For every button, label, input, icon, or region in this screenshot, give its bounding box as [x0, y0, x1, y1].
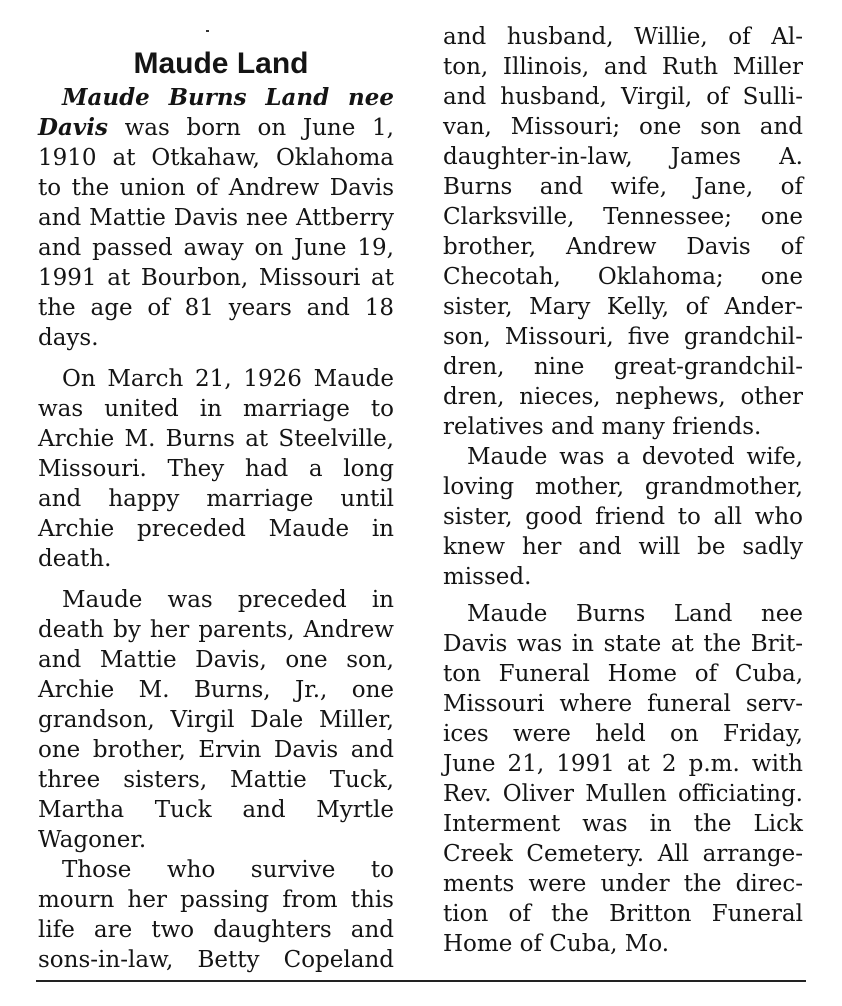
text-line: June 21, 1991 at 2 p.m. with [443, 751, 803, 777]
text-line [38, 83, 394, 113]
text-line: Davis was in state at the Brit- [443, 631, 803, 657]
text-line: and Mattie Davis, one son, [38, 647, 394, 673]
text-line: grandson, Virgil Dale Miller, [38, 707, 394, 733]
text-line: dren, nine great-grandchil- [443, 354, 803, 380]
text-line: Maude Burns Land nee [467, 601, 803, 627]
text-line: and husband, Virgil, of Sulli- [443, 84, 803, 110]
text-line: days. [38, 325, 99, 351]
text-line: Interment was in the Lick [443, 811, 803, 837]
text-line: Creek Cemetery. All arrange- [443, 841, 803, 867]
text-line: 1910 at Otkahaw, Oklahoma [38, 145, 394, 171]
text-line: Maude was preceded in [62, 587, 394, 613]
text-line: Clarksville, Tennessee; one [443, 204, 803, 230]
text-line: Archie M. Burns at Steelville, [38, 426, 394, 452]
text-line: Martha Tuck and Myrtle [38, 797, 394, 823]
text-line: van, Missouri; one son and [443, 114, 803, 140]
text-line [38, 113, 394, 143]
text-line: Archie M. Burns, Jr., one [38, 677, 394, 703]
text-line: dren, nieces, nephews, other [443, 384, 803, 410]
bottom-rule [36, 980, 806, 982]
text-line: to the union of Andrew Davis [38, 175, 394, 201]
text-line: loving mother, grandmother, [443, 474, 803, 500]
paragraph-survivors-continued [443, 22, 803, 442]
text-fragment: was born on June 1, [107, 115, 394, 141]
text-line: sons-in-law, Betty Copeland [38, 947, 394, 973]
text-line: Archie preceded Maude in [38, 516, 394, 542]
left-column [38, 0, 394, 975]
text-line: On March 21, 1926 Maude [62, 366, 394, 392]
text-line: missed. [443, 564, 532, 590]
text-line: and passed away on June 19, [38, 235, 394, 261]
text-line: Checotah, Oklahoma; one [443, 264, 803, 290]
text-line: Missouri. They had a long [38, 456, 394, 482]
text-line: was united in marriage to [38, 396, 394, 422]
text-line: Maude was a devoted wife, [467, 444, 803, 470]
text-line: death. [38, 546, 112, 572]
paragraph-devoted [443, 442, 803, 592]
text-line: knew her and will be sadly [443, 534, 803, 560]
text-line: Home of Cuba, Mo. [443, 931, 670, 957]
text-line: relatives and many friends. [443, 414, 762, 440]
text-line: one brother, Ervin Davis and [38, 737, 394, 763]
text-line: mourn her passing from this [38, 887, 394, 913]
paragraph-marriage [38, 364, 394, 574]
paragraph-birth [38, 83, 394, 353]
text-line: and Mattie Davis nee Attberry [38, 205, 394, 231]
text-line: the age of 81 years and 18 [38, 295, 394, 321]
text-line: tion of the Britton Funeral [443, 901, 803, 927]
text-line: ices were held on Friday, [443, 721, 803, 747]
paragraph-services [443, 599, 803, 959]
text-line: Wagoner. [38, 827, 147, 853]
name-bold: Davis [38, 114, 108, 141]
paragraph-survivors-start [38, 855, 394, 975]
text-line: 1991 at Bourbon, Missouri at [38, 265, 394, 291]
text-line: Rev. Oliver Mullen officiating. [443, 781, 803, 807]
text-line: three sisters, Mattie Tuck, [38, 767, 394, 793]
text-line: Burns and wife, Jane, of [443, 174, 803, 200]
text-line: sister, Mary Kelly, of Ander- [443, 294, 803, 320]
text-line: and husband, Willie, of Al- [443, 24, 803, 50]
text-line: death by her parents, Andrew [38, 617, 394, 643]
headline: Maude Land [133, 47, 309, 80]
text-line: life are two daughters and [38, 917, 394, 943]
text-line: ton Funeral Home of Cuba, [443, 661, 803, 687]
text-line: and happy marriage until [38, 486, 394, 512]
paragraph-preceded [38, 585, 394, 855]
text-line: son, Missouri, five grandchil- [443, 324, 803, 350]
right-column [443, 0, 803, 959]
text-line: brother, Andrew Davis of [443, 234, 803, 260]
text-line: ments were under the direc- [443, 871, 803, 897]
name-bold: Maude Burns Land nee [62, 84, 394, 111]
text-line: ton, Illinois, and Ruth Miller [443, 54, 803, 80]
text-line: Those who survive to [62, 857, 394, 883]
text-line: sister, good friend to all who [443, 504, 803, 530]
text-line: Missouri where funeral serv- [443, 691, 803, 717]
text-line: daughter-in-law, James A. [443, 144, 803, 170]
